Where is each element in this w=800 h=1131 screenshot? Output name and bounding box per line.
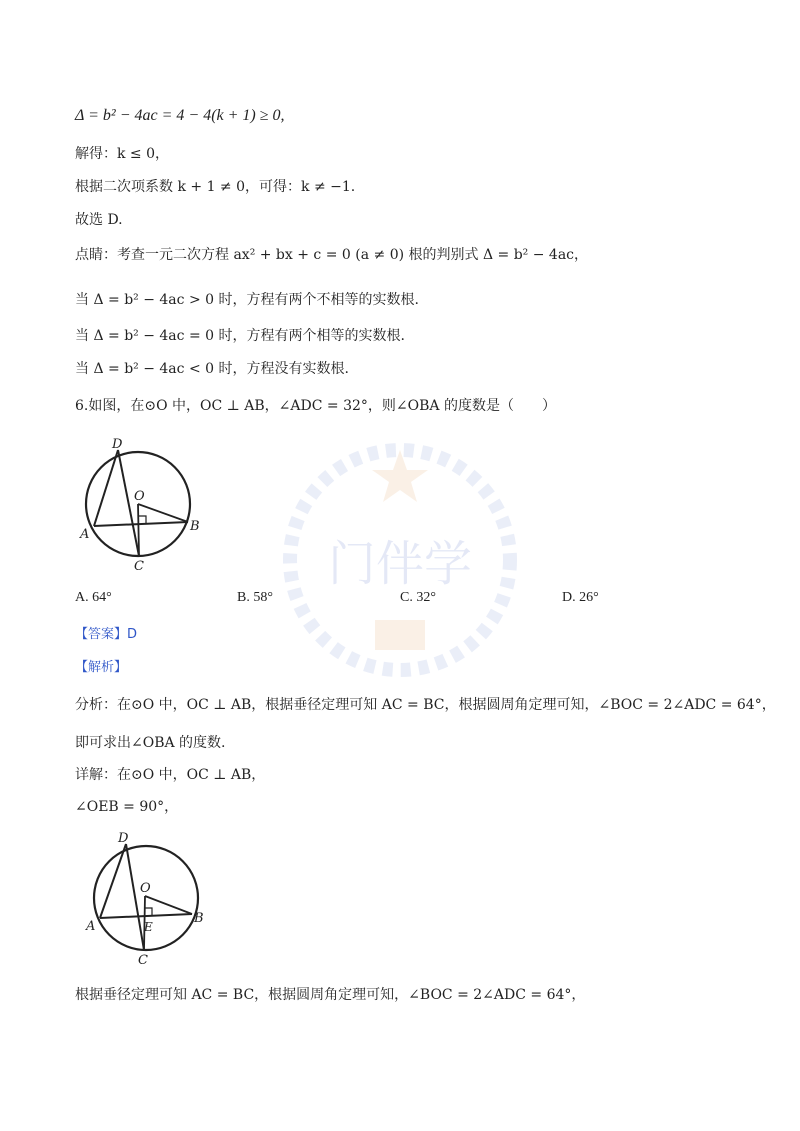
answer-value: D: [127, 627, 138, 642]
figure2-label-a: A: [86, 919, 96, 934]
answer-line: [75, 624, 137, 645]
figure2-label-e: E: [144, 920, 153, 934]
angle-oeb-line: ∠OEB = 90°，: [75, 799, 179, 815]
analysis-line: 分析：在⊙O 中，OC ⊥ AB，根据垂径定理可知 AC = BC，根据圆周角定理可知，∠BOC = 2∠ADC = 64°，: [75, 697, 776, 713]
watermark-logo: [270, 430, 530, 690]
figure2-label-c: C: [138, 953, 148, 966]
watermark-text: 门伴学: [327, 536, 473, 592]
theorem-line: 根据垂径定理可知 AC = BC，根据圆周角定理可知，∠BOC = 2∠ADC = 64°，: [75, 987, 586, 1003]
figure2-label-b: B: [194, 911, 204, 926]
figure2-label-o: O: [140, 881, 151, 896]
question-6-line: 6.如图，在⊙O 中，OC ⊥ AB，∠ADC = 32°，则∠OBA 的度数是（ ）: [75, 398, 556, 414]
case-negative-line: 当 Δ = b² − 4ac < 0 时，方程没有实数根.: [75, 361, 349, 377]
option-d: D. 26°: [562, 590, 599, 605]
figure1-label-b: B: [190, 519, 200, 534]
solve-line: 解得：k ≤ 0，: [75, 146, 170, 162]
circle-figure-2: [82, 826, 212, 966]
figure1-label-c: C: [134, 559, 144, 572]
figure1-label-a: A: [80, 527, 90, 542]
figure2-label-d: D: [118, 831, 129, 846]
detail-line: 详解：在⊙O 中，OC ⊥ AB，: [75, 767, 266, 783]
case-positive-line: 当 Δ = b² − 4ac > 0 时，方程有两个不相等的实数根.: [75, 292, 419, 308]
remark-line: 点睛：考查一元二次方程 ax² + bx + c = 0 (a ≠ 0) 根的判别式 Δ = b² − 4ac，: [75, 247, 589, 263]
analysis-tag: 【解析】: [75, 660, 128, 675]
coefficient-line: 根据二次项系数 k + 1 ≠ 0，可得：k ≠ −1.: [75, 179, 356, 195]
option-b: B. 58°: [237, 590, 273, 605]
discriminant-line: Δ = b² − 4ac = 4 − 4(k + 1) ≥ 0,: [75, 107, 285, 124]
circle-figure-1: [76, 432, 206, 572]
analysis-continue-line: 即可求出∠OBA 的度数.: [75, 735, 226, 751]
case-zero-line: 当 Δ = b² − 4ac = 0 时，方程有两个相等的实数根.: [75, 328, 405, 344]
choice-line: 故选 D.: [75, 212, 123, 228]
option-a: A. 64°: [75, 590, 112, 605]
option-c: C. 32°: [400, 590, 436, 605]
answer-tag: 【答案】: [75, 627, 128, 642]
analysis-tag-line: [75, 657, 127, 678]
figure1-label-o: O: [134, 489, 145, 504]
figure1-label-d: D: [112, 437, 123, 452]
